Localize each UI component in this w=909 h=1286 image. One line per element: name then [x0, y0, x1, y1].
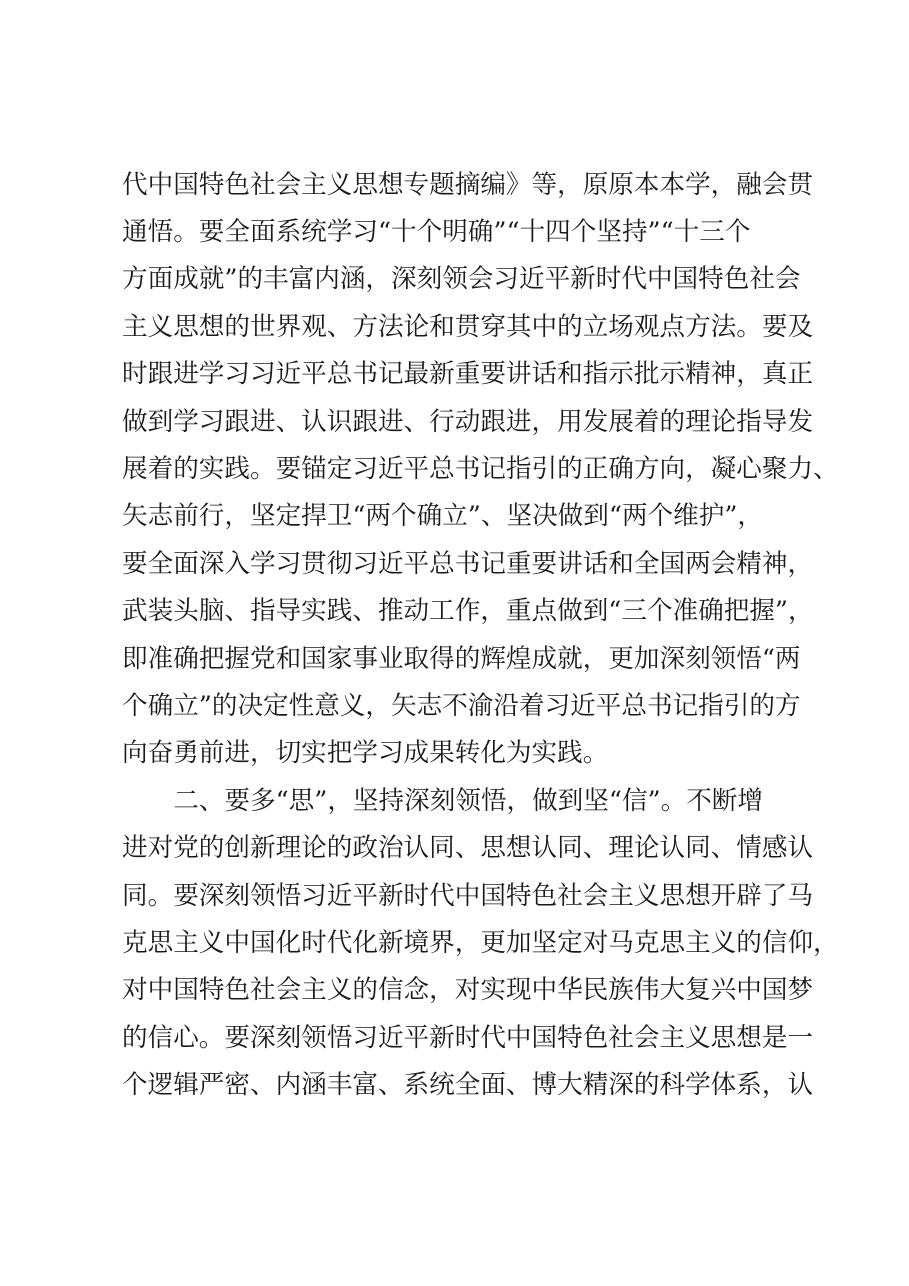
text-line: 矢志前行，坚定捍卫“两个确立”、坚决做到“两个维护”， [122, 501, 763, 531]
text-line: 个确立”的决定性意义，矢志不渝沿着习近平总书记指引的方 [122, 691, 801, 721]
text-line: 二、要多“思”，坚持深刻领悟，做到坚“信”。不断增 [122, 786, 763, 816]
text-line: 武装头脑、指导实践、推动工作，重点做到“三个准确把握”， [122, 596, 814, 626]
text-line: 即准确把握党和国家事业取得的辉煌成就，更加深刻领悟“两 [122, 644, 801, 674]
text-line: 代中国特色社会主义思想专题摘编》等，原原本本学，融会贯 [122, 170, 814, 200]
text-line: 对中国特色社会主义的信念，对实现中华民族伟大复兴中国梦 [122, 975, 814, 1005]
text-line: 通悟。要全面系统学习“十个明确”“十四个坚持”“十三个 [122, 217, 751, 247]
text-line: 做到学习跟进、认识跟进、行动跟进，用发展着的理论指导发 [122, 407, 814, 437]
text-line: 同。要深刻领悟习近平新时代中国特色社会主义思想开辟了马 [122, 881, 814, 911]
text-line: 进对党的创新理论的政治认同、思想认同、理论认同、情感认 [122, 833, 814, 863]
text-line: 方面成就”的丰富内涵，深刻领会习近平新时代中国特色社会 [122, 264, 801, 294]
text-line: 个逻辑严密、内涵丰富、系统全面、博大精深的科学体系，认 [122, 1070, 814, 1100]
text-line: 的信心。要深刻领悟习近平新时代中国特色社会主义思想是一 [122, 1023, 814, 1053]
text-line: 向奋勇前进，切实把学习成果转化为实践。 [122, 738, 609, 768]
text-line: 要全面深入学习贯彻习近平总书记重要讲话和全国两会精神， [122, 549, 814, 579]
text-line: 主义思想的世界观、方法论和贯穿其中的立场观点方法。要及 [122, 312, 814, 342]
text-line: 时跟进学习习近平总书记最新重要讲话和指示批示精神，真正 [122, 359, 814, 389]
text-line: 展着的实践。要锚定习近平总书记指引的正确方向，凝心聚力、 [122, 454, 839, 484]
text-line: 克思主义中国化时代化新境界，更加坚定对马克思主义的信仰， [122, 928, 839, 958]
